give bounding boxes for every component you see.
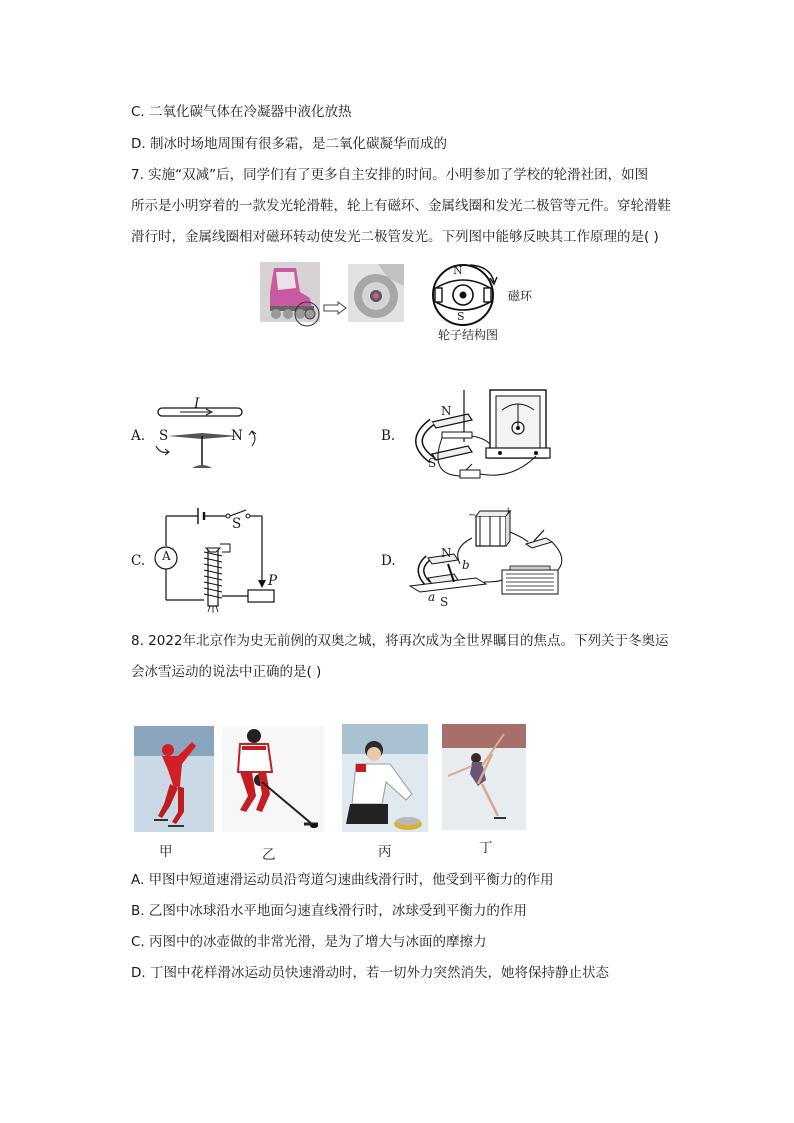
photo-label-bing: 丙 xyxy=(378,844,392,860)
photo-speed-skater xyxy=(134,726,214,832)
option-a-label: A. xyxy=(131,428,146,444)
photo-label-yi: 乙 xyxy=(262,847,276,863)
zoom-arrow-icon xyxy=(322,300,348,316)
wheel-s-label: S xyxy=(457,310,465,323)
figure-d-plus-label: + xyxy=(504,506,513,517)
q8-stem-line-2: 会冰雪运动的说法中正确的是( ) xyxy=(131,664,322,680)
option-b-label: B. xyxy=(381,428,396,444)
option-d-label: D. xyxy=(381,553,396,569)
magnet-ring-label: 磁环 xyxy=(508,289,533,303)
figure-c-ammeter-label: A xyxy=(162,549,171,563)
zoom-circle xyxy=(293,300,321,328)
photo-label-ding: 丁 xyxy=(479,840,493,856)
figure-a-current-label: I xyxy=(194,396,200,412)
q6-option-d: D. 制冰时场地周围有很多霜，是二氧化碳凝华而成的 xyxy=(131,136,447,152)
photo-curling xyxy=(342,724,428,832)
photo-ice-hockey xyxy=(222,726,324,832)
wheel-caption: 轮子结构图 xyxy=(438,328,499,342)
figure-d-a-label: a xyxy=(428,590,436,604)
figure-d-b-label: b xyxy=(462,558,470,572)
wheel-n-label: N xyxy=(453,264,463,277)
photo-label-jia: 甲 xyxy=(159,844,173,860)
wheel-photo xyxy=(348,264,404,322)
q7-stem-line-2: 所示是小明穿着的一款发光轮滑鞋，轮上有磁环、金属线圈和发光二极管等元件。穿轮滑鞋 xyxy=(131,198,671,214)
wheel-structure-diagram xyxy=(428,260,508,326)
q8-option-a: A. 甲图中短道速滑运动员沿弯道匀速曲线滑行时，他受到平衡力的作用 xyxy=(131,872,554,888)
option-c-label: C. xyxy=(131,553,146,569)
figure-d-n-label: N xyxy=(441,546,452,560)
figure-a-n-label: N xyxy=(231,428,243,444)
q8-option-d: D. 丁图中花样滑冰运动员快速滑动时，若一切外力突然消失，她将保持静止状态 xyxy=(131,965,609,981)
figure-b-generator xyxy=(402,386,552,488)
figure-d-minus-label: − xyxy=(468,510,477,521)
q8-option-c: C. 丙图中的冰壶做的非常光滑，是为了增大与冰面的摩擦力 xyxy=(131,934,487,950)
figure-a-s-label: S xyxy=(159,428,169,444)
figure-b-n-label: N xyxy=(441,404,452,418)
figure-c-p-label: P xyxy=(268,573,278,589)
q7-stem-line-1: 7. 实施“双减”后，同学们有了更多自主安排的时间。小明参加了学校的轮滑社团，如图 xyxy=(131,167,649,183)
q7-stem-line-3: 滑行时，金属线圈相对磁环转动使发光二极管发光。下列图中能够反映其工作原理的是( ) xyxy=(131,229,659,245)
photo-figure-skating xyxy=(442,724,526,830)
q6-option-c: C. 二氧化碳气体在冷凝器中液化放热 xyxy=(131,104,352,120)
q8-option-b: B. 乙图中冰球沿水平地面匀速直线滑行时，冰球受到平衡力的作用 xyxy=(131,903,527,919)
q8-stem-line-1: 8. 2022年北京作为史无前例的双奥之城，将再次成为全世界瞩目的焦点。下列关于冬奥运 xyxy=(131,633,669,649)
figure-b-s-label: S xyxy=(428,456,437,470)
figure-c-switch-label: S xyxy=(232,516,242,532)
figure-d-s-label: S xyxy=(440,595,449,609)
